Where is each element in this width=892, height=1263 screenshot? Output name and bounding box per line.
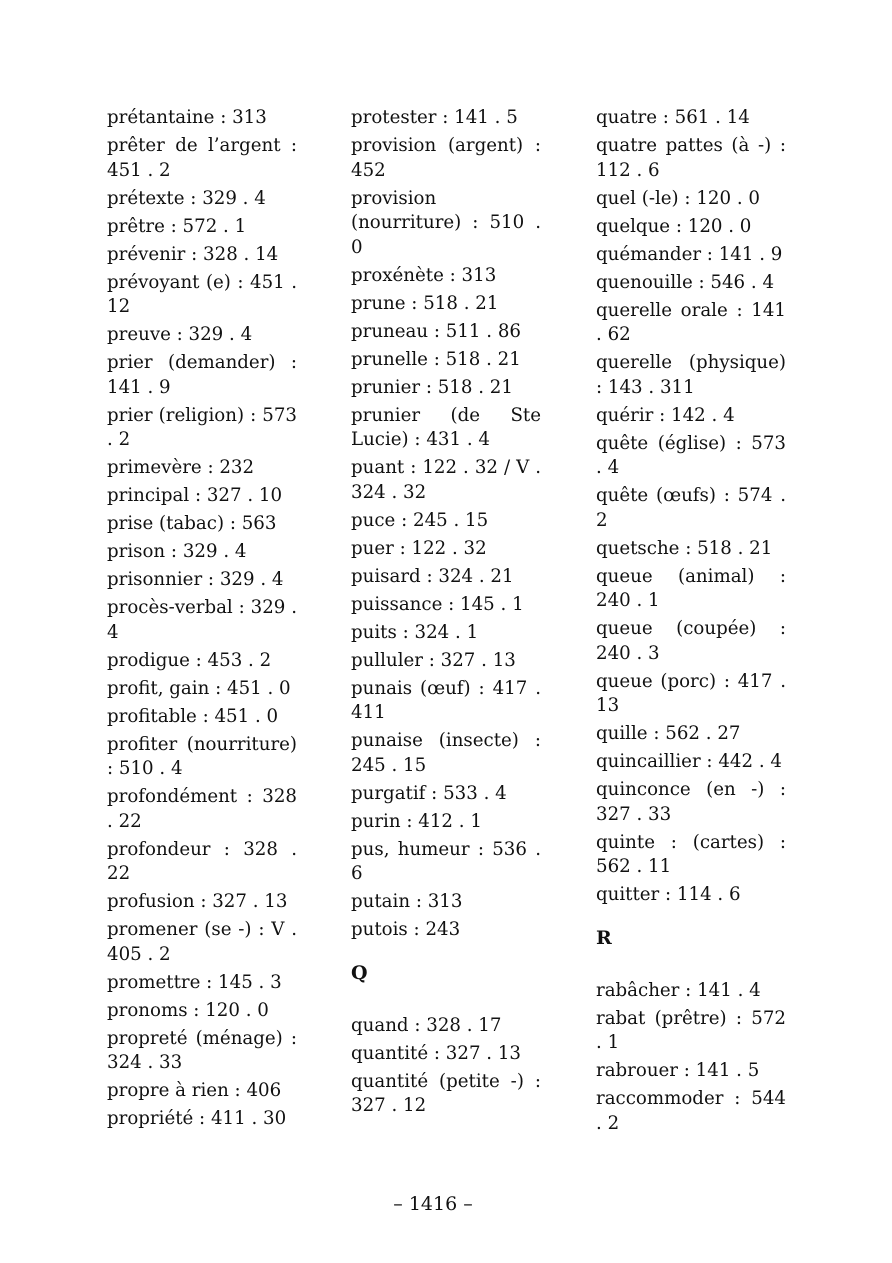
index-entry: quelque : 120 . 0: [596, 215, 752, 237]
index-entry: puits : 324 . 1: [351, 621, 479, 643]
index-column-1: [107, 106, 297, 1135]
index-entry: profondeur : 328 . 22: [107, 838, 297, 884]
index-entry: querelle orale : 141 . 62: [596, 299, 786, 345]
index-entry: queue (coupée) : 240 . 3: [596, 618, 786, 664]
index-entry: pronoms : 120 . 0: [107, 999, 269, 1021]
index-entry: promener (se -) : V . 405 . 2: [107, 919, 297, 965]
index-entry: puant : 122 . 32 / V . 324 . 32: [351, 457, 541, 503]
index-entry: quantité (petite -) : 327 . 12: [351, 1070, 541, 1116]
index-entry: protester : 141 . 5: [351, 107, 518, 128]
index-entry: quête (église) : 573 . 4: [596, 432, 786, 478]
index-entry: prêter de l’argent : 451 . 2: [107, 135, 297, 181]
index-entry: quenouille : 546 . 4: [596, 271, 775, 293]
index-entry: promettre : 145 . 3: [107, 971, 282, 993]
index-entry: proxénète : 313: [351, 264, 497, 286]
index-entry: quetsche : 518 . 21: [596, 537, 773, 559]
index-entry: puer : 122 . 32: [351, 537, 487, 559]
index-entry: prune : 518 . 21: [351, 292, 499, 314]
index-entry: punaise (insecte) : 245 . 15: [351, 730, 541, 776]
index-entry: puce : 245 . 15: [351, 509, 489, 531]
index-entry: prévoyant (e) : 451 . 12: [107, 271, 297, 317]
index-entry: prétantaine : 313: [107, 107, 267, 128]
index-entry: prise (tabac) : 563: [107, 513, 277, 534]
index-entry: profiter (nourriture) : 510 . 4: [107, 733, 297, 779]
index-entry: propriété : 411 . 30: [107, 1108, 287, 1129]
index-entry: provision (nourriture) : 510 . 0: [351, 187, 541, 258]
index-entry: prunier (de Ste Lucie) : 431 . 4: [351, 404, 541, 450]
section-letter-heading: Q: [351, 961, 368, 984]
index-entry: quérir : 142 . 4: [596, 404, 735, 426]
index-entry: pruneau : 511 . 86: [351, 320, 521, 342]
index-entry: profitable : 451 . 0: [107, 705, 279, 727]
index-entry: prison : 329 . 4: [107, 541, 247, 562]
index-column-2: [351, 106, 541, 1122]
index-entry: procès-verbal : 329 . 4: [107, 597, 297, 643]
index-entry: putain : 313: [351, 891, 463, 912]
index-entry: puisard : 324 . 21: [351, 565, 514, 587]
index-entry: quand : 328 . 17: [351, 1014, 502, 1036]
index-entry: querelle (physique) : 143 . 311: [596, 352, 786, 398]
index-entry: quête (œufs) : 574 . 2: [596, 485, 786, 531]
index-entry: quitter : 114 . 6: [596, 884, 741, 905]
index-entry: rabâcher : 141 . 4: [596, 979, 761, 1001]
index-entry: prunelle : 518 . 21: [351, 348, 521, 370]
index-entry: principal : 327 . 10: [107, 485, 283, 506]
index-entry: quatre : 561 . 14: [596, 107, 750, 128]
index-entry: putois : 243: [351, 919, 461, 940]
index-entry: raccommoder : 544 . 2: [596, 1088, 786, 1134]
index-entry: quel (-le) : 120 . 0: [596, 187, 760, 209]
index-column-3: [596, 106, 786, 1140]
index-entry: prier (religion) : 573 . 2: [107, 404, 297, 450]
index-entry: quatre pattes (à -) : 112 . 6: [596, 135, 786, 181]
index-entry: propreté (ménage) : 324 . 33: [107, 1027, 297, 1073]
index-entry: puissance : 145 . 1: [351, 593, 524, 615]
index-entry: prisonnier : 329 . 4: [107, 569, 284, 590]
index-entry: prodigue : 453 . 2: [107, 649, 272, 671]
index-entry: purgatif : 533 . 4: [351, 782, 507, 804]
page-number: – 1416 –: [393, 1193, 473, 1215]
index-entry: purin : 412 . 1: [351, 810, 482, 832]
index-entry: quémander : 141 . 9: [596, 243, 783, 265]
index-entry: profondément : 328 . 22: [107, 786, 297, 832]
index-entry: prunier : 518 . 21: [351, 376, 513, 398]
index-entry: queue (porc) : 417 . 13: [596, 670, 786, 716]
index-entry: punais (œuf) : 417 . 411: [351, 677, 541, 723]
index-entry: preuve : 329 . 4: [107, 324, 253, 345]
index-entry: prétexte : 329 . 4: [107, 187, 266, 209]
index-entry: pulluler : 327 . 13: [351, 649, 516, 671]
index-entry: prier (demander) : 141 . 9: [107, 352, 297, 398]
index-entry: profit, gain : 451 . 0: [107, 677, 291, 699]
index-entry: provision (argent) : 452: [351, 135, 541, 181]
index-entry: prévenir : 328 . 14: [107, 243, 279, 265]
index-entry: quinconce (en -) : 327 . 33: [596, 779, 786, 825]
index-entry: primevère : 232: [107, 457, 255, 478]
index-entry: propre à rien : 406: [107, 1080, 282, 1101]
index-entry: quinte : (cartes) : 562 . 11: [596, 831, 786, 877]
section-letter-heading: R: [596, 926, 612, 949]
index-entry: profusion : 327 . 13: [107, 891, 288, 912]
index-entry: pus, humeur : 536 . 6: [351, 838, 541, 884]
index-entry: prêtre : 572 . 1: [107, 215, 247, 237]
index-entry: quantité : 327 . 13: [351, 1042, 522, 1064]
index-entry: quincaillier : 442 . 4: [596, 751, 782, 772]
index-entry: quille : 562 . 27: [596, 723, 741, 744]
index-entry: rabat (prêtre) : 572 . 1: [596, 1007, 786, 1053]
index-entry: rabrouer : 141 . 5: [596, 1060, 760, 1081]
index-entry: queue (animal) : 240 . 1: [596, 565, 786, 611]
